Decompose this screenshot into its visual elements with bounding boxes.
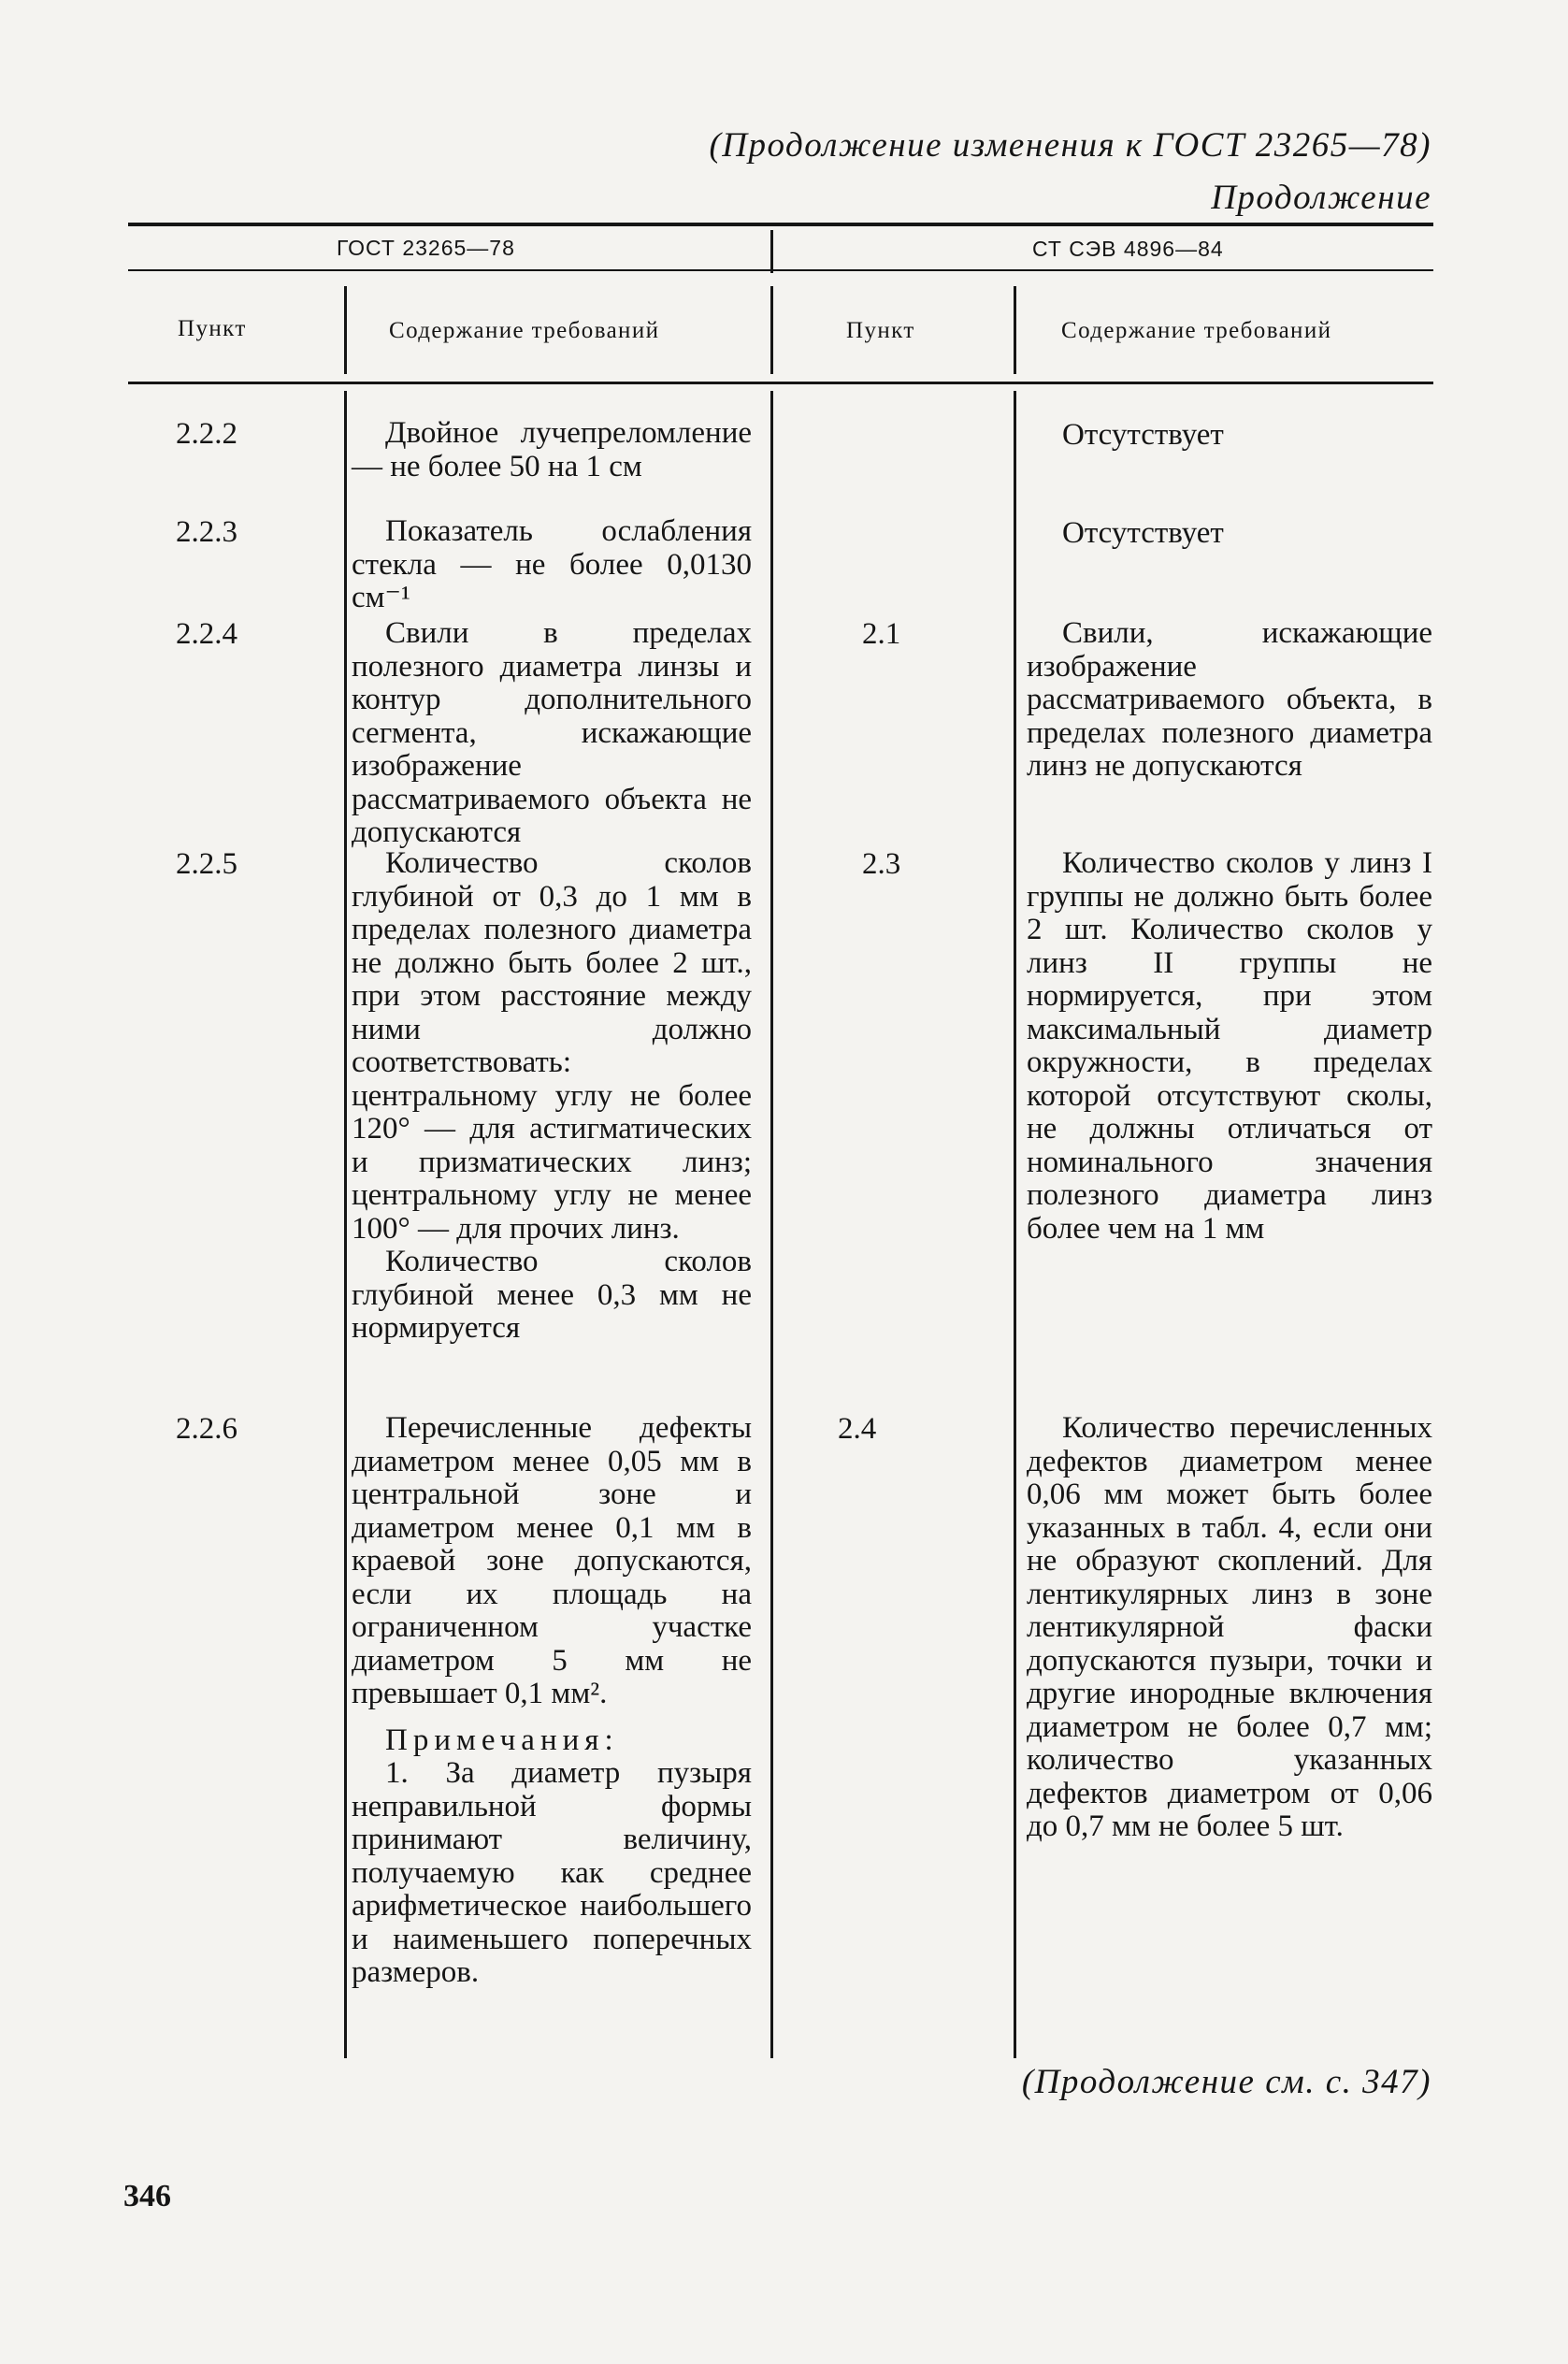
left-text-2-2-6: [352, 1412, 752, 1990]
continuation-header: (Продолжение изменения к ГОСТ 23265—78): [709, 126, 1431, 165]
column-header-content-left: Содержание требований: [389, 318, 660, 343]
paragraph: Свили в пределах полезного диаметра линзы и контур дополнительного сегмента, искажающие изображение рассматриваемого объекта не допускаются: [352, 616, 752, 849]
standard-rule: [128, 269, 1433, 271]
right-text-2-1: [1027, 617, 1432, 784]
left-standard-title: ГОСТ 23265—78: [337, 236, 515, 260]
body-divider-3: [1014, 391, 1016, 2058]
header-divider-1: [344, 286, 347, 374]
left-point-2-2-3: 2.2.3: [176, 515, 237, 549]
left-text-2-2-2: [352, 417, 752, 483]
paragraph: Двойное лучепреломление — не более 50 на 1 см: [352, 416, 752, 483]
right-text-2-2-2: Отсутствует: [1062, 418, 1224, 452]
column-header-point-left: Пункт: [178, 316, 247, 341]
left-text-2-2-5: [352, 847, 752, 1346]
paragraph: Количество сколов у линз I группы не должно быть более 2 шт. Количество сколов у линз II группы не нормируется, при этом максимальный диаметр окружности, в пределах которой отсутствуют сколы, не должны отличаться от номинального значения полезного диаметра линз более чем на 1 мм: [1027, 846, 1432, 1246]
left-point-2-2-6: 2.2.6: [176, 1412, 237, 1446]
left-point-2-2-4: 2.2.4: [176, 617, 237, 651]
right-point-2-4: 2.4: [838, 1412, 877, 1446]
right-point-2-1: 2.1: [862, 617, 901, 651]
paragraph: Свили, искажающие изображение рассматриваемого объекта, в пределах полезного диаметра линз не допускаются: [1027, 616, 1432, 783]
right-text-2-4: [1027, 1412, 1432, 1844]
header-divider-3: [1014, 286, 1016, 374]
right-text-2-2-3: Отсутствует: [1062, 516, 1224, 550]
paragraph: 1. За диаметр пузыря неправильной формы принимают величину, получаемую как среднее арифметическое наибольшего и наименьшего поперечных размеров.: [352, 1756, 752, 1989]
notes-heading: Примечания:: [385, 1723, 619, 1757]
paragraph: Количество перечисленных дефектов диаметром менее 0,06 мм может быть более указанных в табл. 4, если они не образуют скоплений. Для лентикулярных линз в зоне лентикулярной фаски допускаются пузыри, точки и другие инородные включения диаметром не более 0,7 мм; количество указанных дефектов диаметром от 0,06 до 0,7 мм не более 5 шт.: [1027, 1411, 1432, 1843]
left-point-2-2-5: 2.2.5: [176, 847, 237, 881]
header-bottom-rule: [128, 382, 1433, 384]
paragraph: Количество сколов глубиной от 0,3 до 1 мм в пределах полезного диаметра не должно быть более 2 шт., при этом расстояние между ними должно соответствовать: центральному углу не более 120° — для астигматических и призматических линз; центральному углу не менее 100° — для прочих линз.: [352, 846, 752, 1246]
standards-divider: [770, 230, 773, 273]
table-top-rule: [128, 223, 1433, 226]
paragraph: Количество сколов глубиной менее 0,3 мм не нормируется: [352, 1245, 752, 1345]
right-point-2-3: 2.3: [862, 847, 901, 881]
left-text-2-2-3: [352, 515, 752, 615]
page-number: 346: [123, 2179, 171, 2213]
left-text-2-2-4: [352, 617, 752, 850]
body-divider-2: [770, 391, 773, 2058]
paragraph: Перечисленные дефекты диаметром менее 0,05 мм в центральной зоне и диаметром менее 0,1 мм в краевой зоне допускаются, если их площадь на ограниченном участке диаметром 5 мм не превышает 0,1 мм².: [352, 1411, 752, 1710]
paragraph: Показатель ослабления стекла — не более 0,0130 см⁻¹: [352, 514, 752, 614]
right-standard-title: СТ СЭВ 4896—84: [1032, 237, 1224, 261]
right-text-2-3: [1027, 847, 1432, 1246]
left-point-2-2-2: 2.2.2: [176, 417, 237, 451]
header-divider-2: [770, 286, 773, 374]
continued-note: (Продолжение см. с. 347): [1021, 2063, 1431, 2101]
body-divider-1: [344, 391, 347, 2058]
column-header-point-right: Пункт: [846, 318, 915, 343]
column-header-content-right: Содержание требований: [1061, 318, 1332, 343]
continuation-subheader: Продолжение: [1211, 179, 1431, 217]
